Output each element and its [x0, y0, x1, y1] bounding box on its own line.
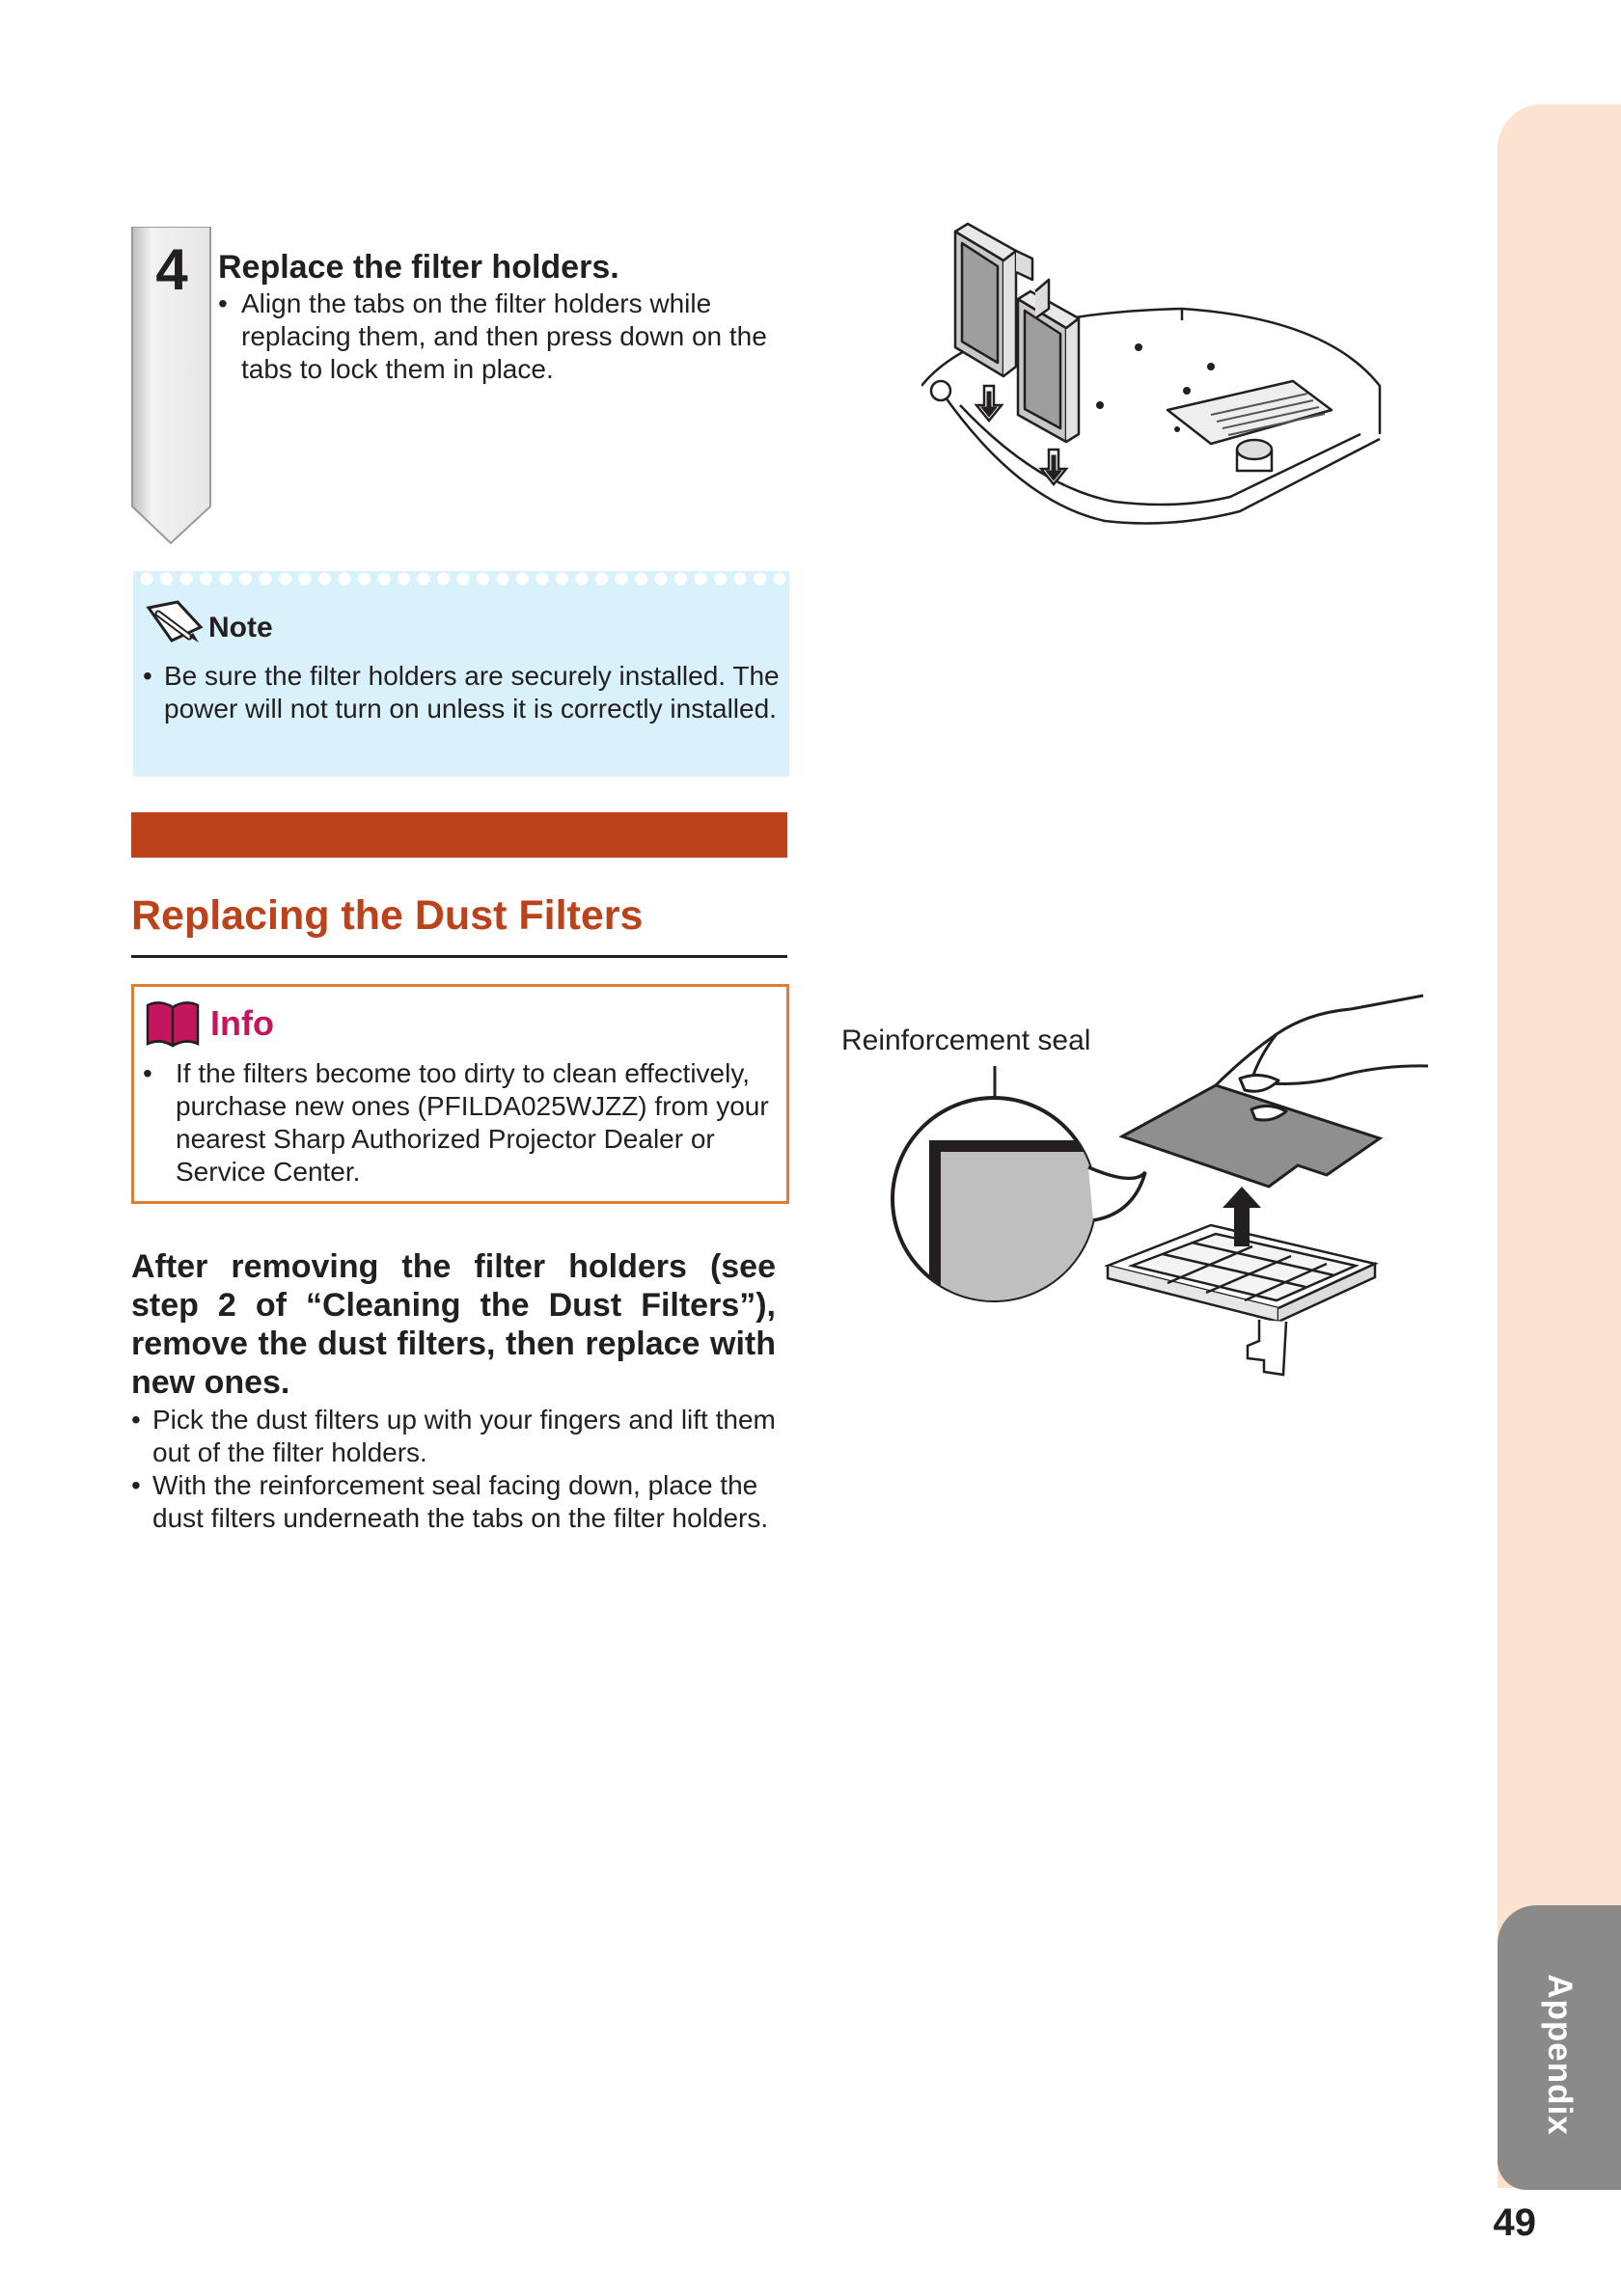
- note-title: Note: [208, 612, 273, 643]
- step-number: 4: [155, 237, 188, 302]
- reinforcement-seal-label: Reinforcement seal: [841, 1025, 1091, 1056]
- step-bullet: • Align the tabs on the filter holders while replacing them, and then press down on the tabs to lock them in place.: [218, 288, 767, 384]
- dust-filter-illustration: [873, 994, 1433, 1404]
- section-title: Replacing the Dust Filters: [131, 892, 644, 939]
- note-bullet: • Be sure the filter holders are securely installed. The power will not turn on unless it is correctly installed.: [143, 661, 780, 724]
- info-bullet: • If the filters become too dirty to clean effectively, purchase new ones (PFILDA025WJZZ) from your nearest Sharp Authorized Projector Dealer or Service Center.: [143, 1058, 769, 1187]
- instruction-bullet: • With the reinforcement seal facing down, place the dust filters underneath the tabs on the filter holders.: [131, 1470, 769, 1533]
- instruction-bullet: • Pick the dust filters up with your fingers and lift them out of the filter holders.: [131, 1405, 776, 1467]
- page-number: 49: [1493, 2201, 1536, 2244]
- note-dotted-border: [133, 567, 789, 590]
- section-rule: [131, 955, 787, 958]
- appendix-tab-label: Appendix: [1541, 1974, 1579, 2136]
- pencil-note-icon: [145, 598, 205, 646]
- info-title: Info: [210, 1003, 274, 1043]
- side-tab-background: [1497, 104, 1621, 2188]
- appendix-tab-label-wrap: [1503, 1968, 1615, 2142]
- instructions-heading: After removing the filter holders (see step 2 of “Cleaning the Dust Filters”), remove the dust filters, then replace with new ones.: [131, 1248, 776, 1401]
- filter-holder-illustration: [921, 222, 1404, 540]
- book-info-icon: [146, 999, 200, 1048]
- step-title: Replace the filter holders.: [218, 249, 619, 286]
- section-bar: [131, 812, 787, 858]
